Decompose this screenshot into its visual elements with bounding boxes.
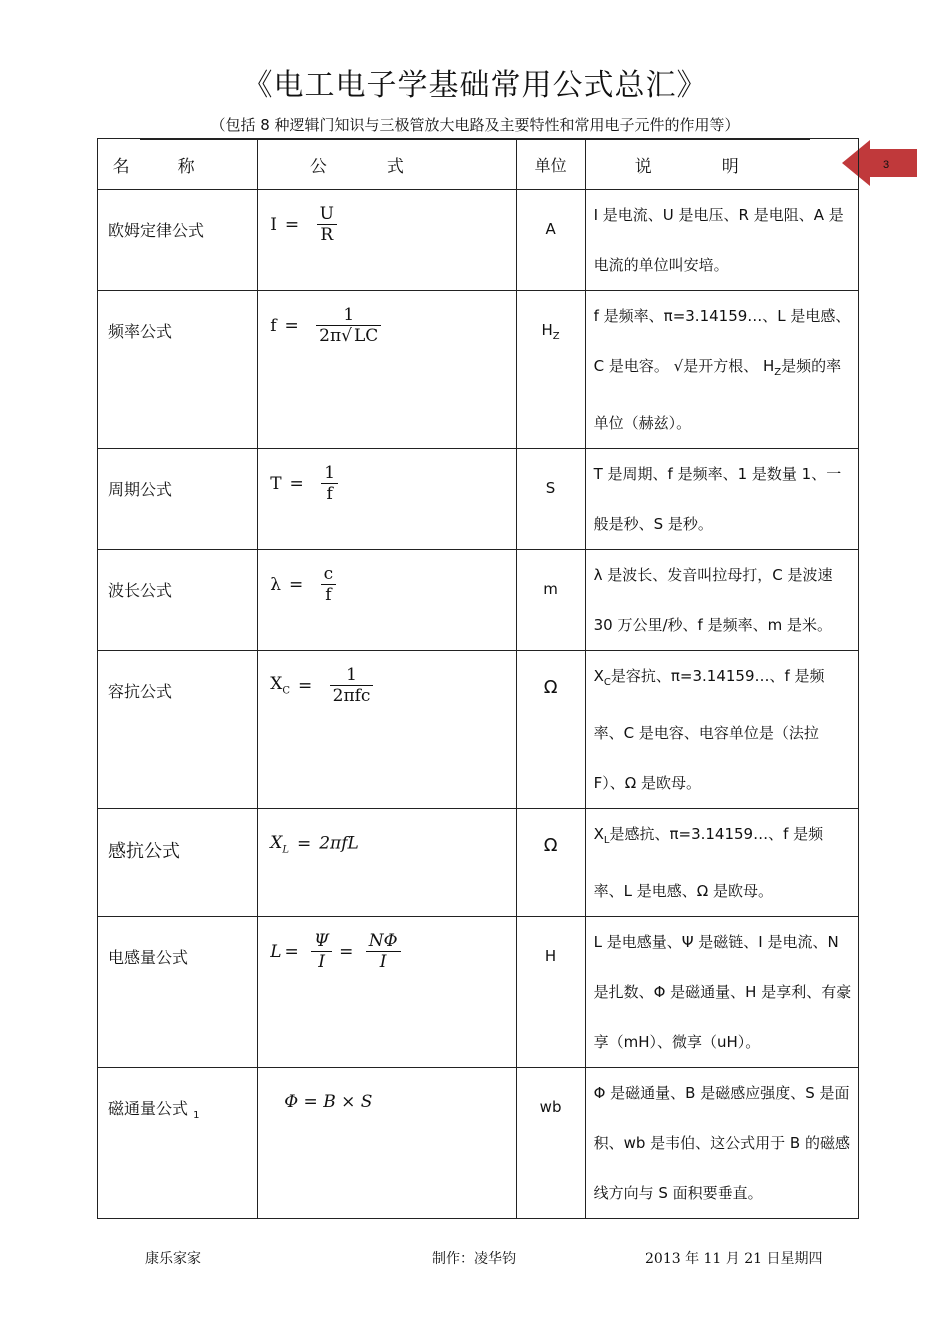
row-desc: λ 是波长、发音叫拉母打，C 是波速 30 万公里/秒、f 是频率、m 是米。 [585, 550, 858, 651]
document-subtitle: （包括 8 种逻辑门知识与三极管放大电路及主要特性和常用电子元件的作用等） [140, 114, 810, 140]
sqrt-icon: √ [673, 357, 684, 375]
row-name: 感抗公式 [98, 809, 258, 917]
row-name: 磁通量公式 $_1$ [98, 1068, 258, 1219]
footer-right: 2013 年 11 月 21 日星期四 [645, 1251, 823, 1267]
document-title: 《电工电子学基础常用公式总汇》 [242, 68, 708, 103]
page-number: 3 [883, 159, 890, 171]
row-desc: T 是周期、f 是频率、1 是数量 1、一般是秒、S 是秒。 [585, 449, 858, 550]
row-unit: $H_Z$ [516, 291, 585, 449]
row-unit: Ω [516, 651, 585, 809]
table-row [98, 190, 859, 291]
table-row [98, 550, 859, 651]
row-name: 容抗公式 [98, 651, 258, 809]
table-row [98, 809, 859, 917]
row-unit: S [516, 449, 585, 550]
footer-left: 康乐家家 [145, 1251, 201, 1267]
row-desc: Φ 是磁通量、B 是磁感应强度、S 是面积、wb 是韦伯、这公式用于 B 的磁感线方向与 S 面积要垂直。 [585, 1068, 858, 1219]
row-unit: m [516, 550, 585, 651]
row-name: 周期公式 [98, 449, 258, 550]
row-formula: T = $\frac{1}{f}$ [258, 449, 516, 550]
row-desc: L 是电感量、Ψ 是磁链、I 是电流、N 是扎数、Φ 是磁通量、H 是享利、有豪享（mH）、微享（uH）。 [585, 917, 858, 1068]
row-desc: I 是电流、U 是电压、R 是电阻、A 是电流的单位叫安培。 [585, 190, 858, 291]
row-unit: H [516, 917, 585, 1068]
row-formula: $X_C$ = $\frac{1}{\text{2πfc}}$ [258, 651, 516, 809]
formula-table [97, 138, 859, 1219]
row-unit: wb [516, 1068, 585, 1219]
footer-center: 制作：凌华钧 [432, 1251, 516, 1267]
row-formula: Φ = B × S [258, 1068, 516, 1219]
row-name: 频率公式 [98, 291, 258, 449]
table-row [98, 449, 859, 550]
header-name: 名称 [98, 139, 258, 190]
row-formula: I = $\frac{U}{R}$ [258, 190, 516, 291]
row-name: 波长公式 [98, 550, 258, 651]
table-header-row [98, 139, 859, 190]
row-unit: Ω [516, 809, 585, 917]
row-name: 欧姆定律公式 [98, 190, 258, 291]
table-row [98, 917, 859, 1068]
header-unit: 单位 [516, 139, 585, 190]
row-unit: A [516, 190, 585, 291]
header-desc: 说明 [585, 139, 858, 190]
row-desc: $X_L$是感抗、π=3.14159…、f 是频率、L 是电感、Ω 是欧母。 [585, 809, 858, 917]
table-row [98, 1068, 859, 1219]
row-formula: f = $\frac{1}{2\pi√ LC}$ [258, 291, 516, 449]
table-row [98, 651, 859, 809]
row-formula: L = $\frac{\Psi}{I}$ = $\frac{N\Phi}{I}$ [258, 917, 516, 1068]
row-desc: f 是频率、π=3.14159…、L 是电感、C 是电容。 √是开方根、 $H_Z$是频的率单位（赫兹）。 [585, 291, 858, 449]
row-formula: λ = $\frac{c}{f}$ [258, 550, 516, 651]
row-formula: $X_L = 2\pi fL$ [258, 809, 516, 917]
row-desc: $X_C$是容抗、π=3.14159…、f 是频率、C 是电容、电容单位是（法拉 F）、Ω 是欧母。 [585, 651, 858, 809]
row-name: 电感量公式 [98, 917, 258, 1068]
header-formula: 公式 [258, 139, 516, 190]
table-row [98, 291, 859, 449]
